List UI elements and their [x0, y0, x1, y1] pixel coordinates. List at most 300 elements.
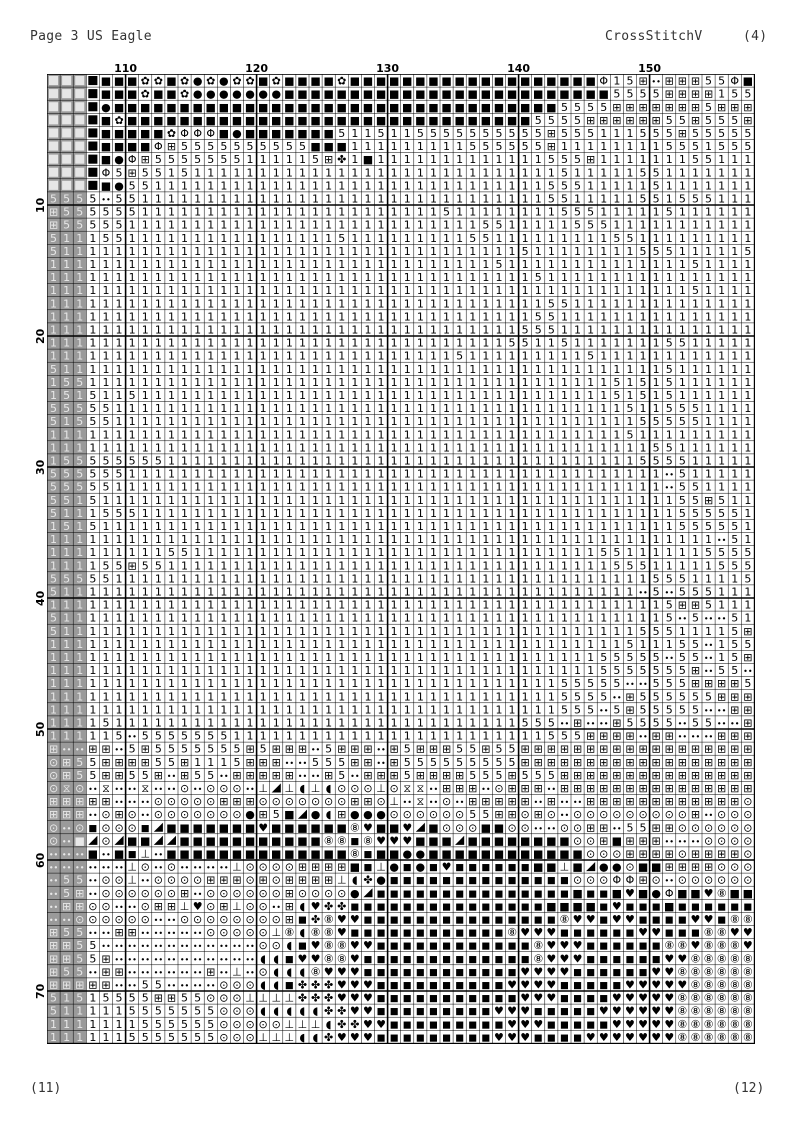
- stitch-symbol: 1: [312, 480, 320, 494]
- stitch-symbol: 1: [416, 375, 424, 389]
- stitch-symbol: 5: [181, 729, 189, 743]
- stitch-symbol: 1: [508, 310, 516, 324]
- stitch-symbol: 1: [207, 349, 215, 363]
- stitch-symbol: 5: [652, 126, 660, 140]
- stitch-symbol: ⊙: [179, 795, 190, 809]
- stitch-symbol: 1: [194, 677, 202, 691]
- stitch-symbol: 1: [456, 546, 464, 560]
- stitch-symbol: ⊞: [599, 742, 609, 756]
- stitch-symbol: 1: [731, 388, 739, 402]
- stitch-symbol: 1: [416, 336, 424, 350]
- stitch-symbol: ◼: [140, 821, 150, 835]
- stitch-symbol: 1: [194, 271, 202, 285]
- stitch-symbol: 1: [298, 493, 306, 507]
- stitch-symbol: ••: [127, 902, 137, 912]
- stitch-symbol: 1: [220, 690, 228, 704]
- stitch-symbol: 1: [495, 310, 503, 324]
- stitch-symbol: ⊞: [101, 952, 111, 966]
- stitch-symbol: 1: [298, 533, 306, 547]
- stitch-symbol: 1: [613, 179, 621, 193]
- stitch-symbol: ◼: [455, 991, 465, 1005]
- stitch-symbol: 1: [744, 257, 752, 271]
- stitch-symbol: 1: [181, 257, 189, 271]
- stitch-symbol: ••: [192, 929, 203, 939]
- stitch-symbol: 5: [705, 690, 713, 704]
- stitch-symbol: ••: [599, 719, 609, 729]
- stitch-symbol: ⊙: [153, 795, 163, 809]
- stitch-symbol: 1: [574, 454, 582, 468]
- stitch-cell: [49, 181, 58, 190]
- stitch-symbol: 1: [508, 166, 516, 180]
- stitch-symbol: 1: [639, 323, 647, 337]
- stitch-symbol: ••: [206, 981, 216, 991]
- stitch-symbol: 1: [639, 506, 647, 520]
- stitch-symbol: ◼: [559, 1004, 570, 1018]
- stitch-symbol: 1: [495, 598, 503, 612]
- stitch-symbol: ◼: [507, 991, 517, 1005]
- stitch-symbol: 1: [89, 611, 97, 625]
- stitch-symbol: ◼: [428, 1004, 439, 1018]
- stitch-symbol: 1: [390, 467, 398, 481]
- stitch-symbol: 1: [89, 441, 97, 455]
- stitch-symbol: ⊞: [586, 742, 596, 756]
- stitch-symbol: ⊙: [206, 808, 216, 822]
- stitch-symbol: 1: [167, 415, 175, 429]
- stitch-symbol: 1: [560, 493, 568, 507]
- stitch-symbol: 1: [678, 428, 686, 442]
- stitch-symbol: ◼: [468, 965, 478, 979]
- stitch-symbol: 1: [429, 297, 437, 311]
- stitch-symbol: 1: [482, 611, 490, 625]
- stitch-symbol: ••: [533, 824, 543, 834]
- stitch-symbol: 1: [377, 598, 385, 612]
- stitch-symbol: 1: [298, 716, 306, 730]
- stitch-symbol: 1: [377, 297, 385, 311]
- stitch-symbol: 1: [626, 271, 634, 285]
- stitch-symbol: 5: [167, 755, 175, 769]
- stitch-symbol: 5: [181, 1017, 189, 1031]
- stitch-symbol: ⊞: [179, 886, 190, 900]
- stitch-symbol: ♥: [598, 1030, 609, 1044]
- stitch-symbol: 1: [705, 349, 713, 363]
- stitch-symbol: ■: [231, 847, 243, 861]
- stitch-symbol: 5: [665, 415, 673, 429]
- stitch-symbol: 1: [639, 441, 647, 455]
- stitch-cell: [88, 181, 97, 190]
- stitch-symbol: 1: [469, 493, 477, 507]
- stitch-symbol: ■: [388, 74, 400, 88]
- stitch-symbol: 1: [587, 637, 595, 651]
- stitch-symbol: ⑧: [729, 912, 740, 926]
- stitch-symbol: 1: [272, 218, 280, 232]
- stitch-symbol: 1: [154, 218, 162, 232]
- stitch-symbol: ◼: [441, 1030, 452, 1044]
- stitch-symbol: 1: [652, 284, 660, 298]
- stitch-symbol: 1: [403, 480, 411, 494]
- stitch-symbol: 1: [731, 244, 739, 258]
- stitch-symbol: ✤: [324, 978, 334, 992]
- stitch-symbol: ◼: [586, 1004, 596, 1018]
- stitch-symbol: ••: [140, 811, 150, 821]
- stitch-symbol: 1: [167, 205, 175, 219]
- stitch-symbol: 1: [50, 388, 58, 402]
- stitch-symbol: ●: [350, 808, 360, 822]
- stitch-symbol: ♥: [310, 952, 321, 966]
- stitch-symbol: 1: [456, 415, 464, 429]
- stitch-symbol: 1: [547, 402, 555, 416]
- stitch-symbol: 1: [128, 244, 136, 258]
- stitch-symbol: ◼: [455, 1017, 465, 1031]
- stitch-symbol: 1: [154, 402, 162, 416]
- stitch-symbol: 1: [574, 244, 582, 258]
- stitch-symbol: 1: [403, 257, 411, 271]
- stitch-symbol: 1: [534, 428, 542, 442]
- stitch-symbol: 1: [364, 323, 372, 337]
- stitch-symbol: 5: [691, 611, 699, 625]
- stitch-symbol: 1: [298, 166, 306, 180]
- stitch-symbol: ⊞: [481, 795, 491, 809]
- stitch-symbol: 1: [167, 257, 175, 271]
- stitch-symbol: ••: [638, 732, 648, 742]
- stitch-symbol: ■: [533, 100, 544, 114]
- stitch-symbol: ⊥: [258, 991, 268, 1005]
- stitch-symbol: ♥: [664, 1030, 675, 1044]
- stitch-symbol: 1: [547, 546, 555, 560]
- stitch-symbol: 1: [89, 244, 97, 258]
- stitch-symbol: 1: [76, 271, 84, 285]
- stitch-symbol: 1: [521, 533, 529, 547]
- stitch-symbol: 1: [574, 336, 582, 350]
- stitch-symbol: 1: [364, 271, 372, 285]
- stitch-symbol: 1: [351, 231, 359, 245]
- stitch-symbol: ■: [480, 834, 492, 848]
- stitch-symbol: 1: [89, 991, 97, 1005]
- stitch-symbol: 1: [285, 375, 293, 389]
- stitch-symbol: 1: [429, 441, 437, 455]
- stitch-symbol: 5: [547, 716, 555, 730]
- stitch-symbol: ⊙: [730, 834, 740, 848]
- stitch-symbol: 1: [181, 428, 189, 442]
- stitch-symbol: 1: [390, 585, 398, 599]
- stitch-symbol: ◼: [363, 952, 373, 966]
- stitch-symbol: ⊞: [219, 899, 229, 913]
- stitch-symbol: 1: [547, 480, 555, 494]
- stitch-symbol: 1: [495, 375, 503, 389]
- stitch-symbol: 1: [443, 231, 451, 245]
- stitch-symbol: ••: [546, 784, 557, 794]
- stitch-symbol: 1: [469, 467, 477, 481]
- stitch-symbol: ■: [362, 87, 374, 101]
- stitch-symbol: 1: [469, 454, 477, 468]
- stitch-symbol: ◼: [376, 939, 386, 953]
- stitch-symbol: 5: [574, 218, 582, 232]
- stitch-symbol: 5: [508, 742, 516, 756]
- stitch-symbol: ◼: [468, 1017, 478, 1031]
- stitch-symbol: 1: [89, 585, 97, 599]
- stitch-symbol: ⊞: [690, 100, 701, 114]
- stitch-symbol: ⊙: [245, 978, 255, 992]
- stitch-symbol: 5: [678, 506, 686, 520]
- stitch-symbol: 1: [325, 402, 333, 416]
- stitch-symbol: 1: [351, 611, 359, 625]
- stitch-symbol: 1: [141, 650, 149, 664]
- stitch-symbol: 1: [678, 624, 686, 638]
- stitch-symbol: ⊞: [677, 860, 687, 874]
- stitch-symbol: 1: [233, 519, 241, 533]
- stitch-symbol: 1: [194, 415, 202, 429]
- stitch-symbol: ⊞: [651, 742, 661, 756]
- stitch-symbol: 1: [364, 244, 372, 258]
- stitch-symbol: 1: [678, 362, 686, 376]
- row-number: 20: [34, 328, 47, 344]
- stitch-symbol: 5: [469, 808, 477, 822]
- stitch-symbol: ⊞: [625, 703, 635, 717]
- stitch-symbol: ■: [742, 886, 754, 900]
- stitch-symbol: 1: [338, 559, 346, 573]
- stitch-symbol: ■: [388, 847, 400, 861]
- stitch-symbol: ♥: [664, 978, 675, 992]
- stitch-symbol: 5: [63, 965, 71, 979]
- stitch-symbol: 1: [613, 493, 621, 507]
- stitch-symbol: ■: [100, 113, 112, 127]
- stitch-symbol: ⊞: [638, 873, 648, 887]
- stitch-symbol: 5: [495, 742, 503, 756]
- stitch-symbol: ⊙: [219, 781, 229, 795]
- stitch-symbol: 1: [351, 205, 359, 219]
- stitch-symbol: 5: [194, 991, 202, 1005]
- stitch-symbol: ⊙: [389, 808, 399, 822]
- stitch-symbol: 1: [154, 179, 162, 193]
- stitch-symbol: 1: [89, 533, 97, 547]
- stitch-symbol: 1: [731, 271, 739, 285]
- stitch-symbol: 1: [560, 244, 568, 258]
- stitch-symbol: ••: [153, 915, 164, 925]
- stitch-symbol: 1: [403, 166, 411, 180]
- stitch-symbol: ⊥: [297, 1017, 308, 1031]
- stitch-cell: [88, 168, 97, 177]
- stitch-symbol: 1: [691, 428, 699, 442]
- stitch-symbol: ⊞: [638, 113, 648, 127]
- stitch-symbol: 1: [312, 441, 320, 455]
- stitch-symbol: 1: [298, 690, 306, 704]
- stitch-symbol: 1: [403, 218, 411, 232]
- stitch-symbol: 1: [403, 572, 411, 586]
- stitch-symbol: 1: [560, 467, 568, 481]
- stitch-symbol: ⊞: [546, 755, 556, 769]
- stitch-symbol: ••: [206, 942, 216, 952]
- stitch-symbol: ♥: [559, 939, 570, 953]
- stitch-symbol: ⊞: [677, 100, 687, 114]
- stitch-symbol: 1: [731, 585, 739, 599]
- stitch-symbol: 1: [364, 402, 372, 416]
- stitch-symbol: ✤: [297, 978, 308, 992]
- stitch-symbol: ⊙: [625, 808, 635, 822]
- stitch-symbol: 1: [600, 179, 608, 193]
- stitch-symbol: 1: [364, 179, 372, 193]
- stitch-cell: [88, 115, 97, 124]
- stitch-symbol: ⊙: [441, 821, 452, 835]
- stitch-symbol: ■: [100, 87, 112, 101]
- stitch-symbol: 1: [416, 533, 424, 547]
- stitch-symbol: 1: [482, 572, 490, 586]
- stitch-symbol: 1: [731, 166, 739, 180]
- stitch-symbol: 5: [600, 677, 608, 691]
- stitch-symbol: 1: [508, 467, 516, 481]
- stitch-symbol: 1: [220, 506, 228, 520]
- stitch-symbol: ◼: [402, 886, 412, 900]
- stitch-symbol: ■: [533, 847, 544, 861]
- stitch-symbol: ••: [48, 889, 59, 899]
- stitch-symbol: 1: [246, 179, 254, 193]
- stitch-symbol: 1: [469, 677, 477, 691]
- stitch-symbol: 1: [534, 388, 542, 402]
- stitch-symbol: ■: [349, 74, 361, 88]
- stitch-symbol: 1: [207, 598, 215, 612]
- stitch-symbol: ⊞: [703, 781, 714, 795]
- stitch-symbol: ⊞: [638, 74, 648, 88]
- stitch-symbol: 1: [128, 677, 136, 691]
- stitch-symbol: ⑧: [703, 926, 714, 940]
- stitch-symbol: ⊞: [730, 795, 740, 809]
- stitch-symbol: 1: [233, 323, 241, 337]
- stitch-symbol: ■: [205, 821, 216, 835]
- stitch-symbol: 5: [115, 506, 123, 520]
- stitch-symbol: 1: [652, 336, 660, 350]
- stitch-symbol: 1: [167, 637, 175, 651]
- stitch-symbol: ◼: [428, 1017, 439, 1031]
- stitch-symbol: 5: [731, 533, 739, 547]
- stitch-symbol: 1: [364, 310, 372, 324]
- stitch-symbol: 1: [482, 375, 490, 389]
- stitch-symbol: ⊥: [140, 847, 151, 861]
- stitch-symbol: 1: [377, 310, 385, 324]
- stitch-symbol: ✿: [114, 113, 124, 127]
- stitch-symbol: ♥: [349, 991, 360, 1005]
- stitch-symbol: ♥: [507, 1004, 517, 1018]
- stitch-symbol: 5: [469, 742, 477, 756]
- stitch-symbol: 1: [76, 703, 84, 717]
- stitch-symbol: 1: [141, 677, 149, 691]
- stitch-symbol: ■: [153, 87, 164, 101]
- stitch-symbol: ◼: [284, 952, 294, 966]
- stitch-symbol: ⊙: [572, 821, 583, 835]
- stitch-symbol: ■: [650, 860, 662, 874]
- stitch-symbol: 1: [338, 703, 346, 717]
- stitch-symbol: 1: [600, 323, 608, 337]
- stitch-symbol: ■: [257, 113, 269, 127]
- stitch-symbol: 5: [233, 755, 241, 769]
- stitch-symbol: 1: [364, 637, 372, 651]
- stitch-symbol: 1: [312, 271, 320, 285]
- stitch-symbol: 5: [141, 179, 149, 193]
- stitch-symbol: 1: [338, 218, 346, 232]
- stitch-symbol: ••: [114, 902, 124, 912]
- stitch-symbol: 5: [626, 664, 634, 678]
- stitch-symbol: 1: [246, 271, 254, 285]
- stitch-symbol: ⊞: [690, 860, 701, 874]
- stitch-symbol: 1: [272, 559, 280, 573]
- stitch-symbol: ■: [284, 847, 295, 861]
- stitch-symbol: 5: [50, 192, 58, 206]
- stitch-cell: [62, 155, 71, 164]
- stitch-symbol: 1: [312, 388, 320, 402]
- stitch-symbol: 5: [718, 559, 726, 573]
- stitch-symbol: 1: [325, 441, 333, 455]
- stitch-symbol: 1: [312, 218, 320, 232]
- stitch-symbol: 5: [167, 153, 175, 167]
- stitch-symbol: ◼: [494, 978, 504, 992]
- stitch-symbol: 5: [574, 677, 582, 691]
- stitch-symbol: 1: [50, 271, 58, 285]
- stitch-symbol: 1: [364, 336, 372, 350]
- stitch-symbol: 1: [325, 480, 333, 494]
- stitch-symbol: ⑧: [729, 1030, 740, 1044]
- stitch-symbol: 5: [469, 140, 477, 154]
- stitch-symbol: ⊙: [612, 808, 622, 822]
- stitch-symbol: 1: [141, 388, 149, 402]
- stitch-symbol: ♥: [677, 978, 688, 992]
- stitch-symbol: 5: [76, 965, 84, 979]
- stitch-symbol: ••: [546, 824, 557, 834]
- stitch-symbol: ⊞: [48, 218, 59, 232]
- stitch-symbol: 5: [76, 415, 84, 429]
- stitch-symbol: ◼: [533, 1030, 543, 1044]
- stitch-symbol: ●: [612, 860, 622, 874]
- stitch-symbol: 1: [298, 506, 306, 520]
- stitch-symbol: 1: [469, 271, 477, 285]
- stitch-symbol: ●: [389, 860, 399, 874]
- stitch-symbol: 1: [416, 729, 424, 743]
- stitch-symbol: 1: [351, 729, 359, 743]
- stitch-symbol: 1: [587, 533, 595, 547]
- stitch-symbol: ◼: [638, 912, 648, 926]
- stitch-symbol: 1: [613, 271, 621, 285]
- stitch-symbol: ⊙: [101, 821, 111, 835]
- stitch-symbol: ••: [677, 614, 688, 624]
- stitch-symbol: ⊙: [389, 781, 399, 795]
- stitch-symbol: 1: [272, 493, 280, 507]
- stitch-symbol: ⊞: [625, 781, 635, 795]
- stitch-symbol: ⊞: [101, 742, 111, 756]
- stitch-symbol: 5: [665, 388, 673, 402]
- stitch-symbol: 1: [233, 257, 241, 271]
- stitch-symbol: 1: [574, 611, 582, 625]
- stitch-symbol: 1: [325, 349, 333, 363]
- stitch-symbol: ⑧: [729, 952, 740, 966]
- stitch-symbol: ◼: [389, 899, 399, 913]
- stitch-symbol: 5: [469, 755, 477, 769]
- stitch-symbol: ◼: [638, 899, 648, 913]
- stitch-symbol: 1: [443, 572, 451, 586]
- stitch-symbol: ●: [232, 87, 242, 101]
- stitch-symbol: 1: [128, 310, 136, 324]
- stitch-symbol: 1: [587, 336, 595, 350]
- stitch-symbol: 1: [587, 624, 595, 638]
- stitch-symbol: ◼: [441, 965, 452, 979]
- stitch-symbol: 1: [233, 467, 241, 481]
- stitch-symbol: ◼: [376, 926, 386, 940]
- stitch-symbol: 1: [167, 533, 175, 547]
- stitch-symbol: 5: [194, 742, 202, 756]
- stitch-symbol: ■: [493, 847, 505, 861]
- stitch-symbol: 1: [547, 677, 555, 691]
- stitch-symbol: ••: [153, 968, 164, 978]
- stitch-symbol: 1: [285, 231, 293, 245]
- stitch-symbol: 1: [246, 650, 254, 664]
- stitch-symbol: ⊥: [245, 991, 255, 1005]
- stitch-symbol: 1: [233, 179, 241, 193]
- stitch-symbol: ••: [703, 640, 714, 650]
